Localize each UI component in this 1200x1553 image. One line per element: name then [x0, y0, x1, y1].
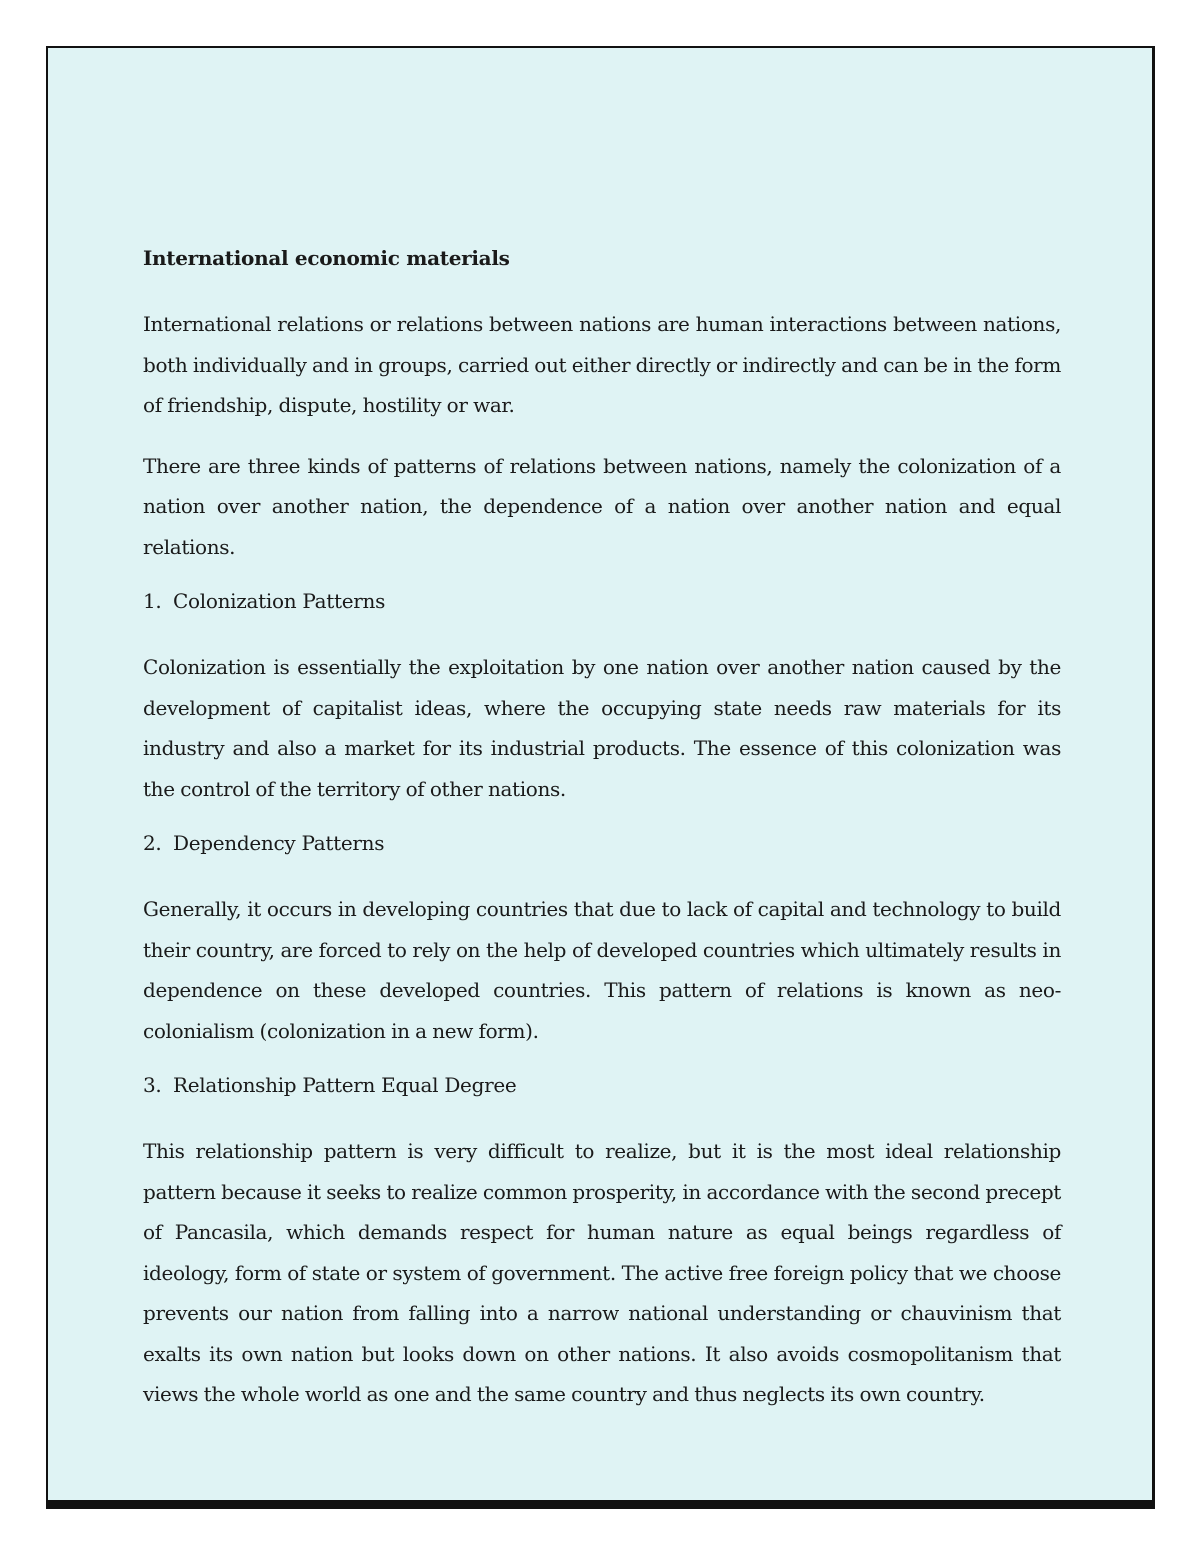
section-number: 3.	[143, 1073, 162, 1097]
section-heading-colonization	[143, 587, 1061, 615]
section-heading-text: Dependency Patterns	[173, 831, 385, 855]
section-heading-dependency	[143, 829, 1061, 857]
intro-paragraph: International relations or relations between nations are human interactions between nations, both individually and in groups, carried out either directly or indirectly and can be in the form of friendship, dispute, hostility or war.	[143, 312, 1061, 417]
page-frame	[46, 46, 1155, 1509]
section-heading-equal-degree	[143, 1071, 1061, 1099]
section-body-equal-degree: This relationship pattern is very difficult to realize, but it is the most ideal relationship pattern because it seeks to realize common prosperity, in accordance with the second precept of Pancasila, which demands respect for human nature as equal beings regardless of ideology, form of state or system of government. The active free foreign policy that we choose prevents our nation from falling into a narrow national understanding or chauvinism that exalts its own nation but looks down on other nations. It also avoids cosmopolitanism that views the whole world as one and the same country and thus neglects its own country.	[143, 1139, 1061, 1406]
section-number: 1.	[143, 589, 162, 613]
section-body-colonization: Colonization is essentially the exploitation by one nation over another nation caused by the development of capitalist ideas, where the occupying state needs raw materials for its industry and also a market for its industrial products. The essence of this colonization was the control of the territory of other nations.	[143, 655, 1061, 801]
intro-paragraph: There are three kinds of patterns of relations between nations, namely the colonization of a nation over another nation, the dependence of a nation over another nation and equal relations.	[143, 453, 1061, 559]
section-heading-text: Colonization Patterns	[173, 589, 386, 613]
section-number: 2.	[143, 831, 162, 855]
section-heading-text: Relationship Pattern Equal Degree	[173, 1073, 517, 1097]
section-body-dependency: Generally, it occurs in developing countries that due to lack of capital and technology to build their country, are forced to rely on the help of developed countries which ultimately results in dependence on these developed countries. This pattern of relations is known as neo-colonialism (colonization in a new form).	[143, 897, 1061, 1043]
document-title: International economic materials	[143, 246, 510, 270]
document-body	[143, 244, 1061, 1435]
